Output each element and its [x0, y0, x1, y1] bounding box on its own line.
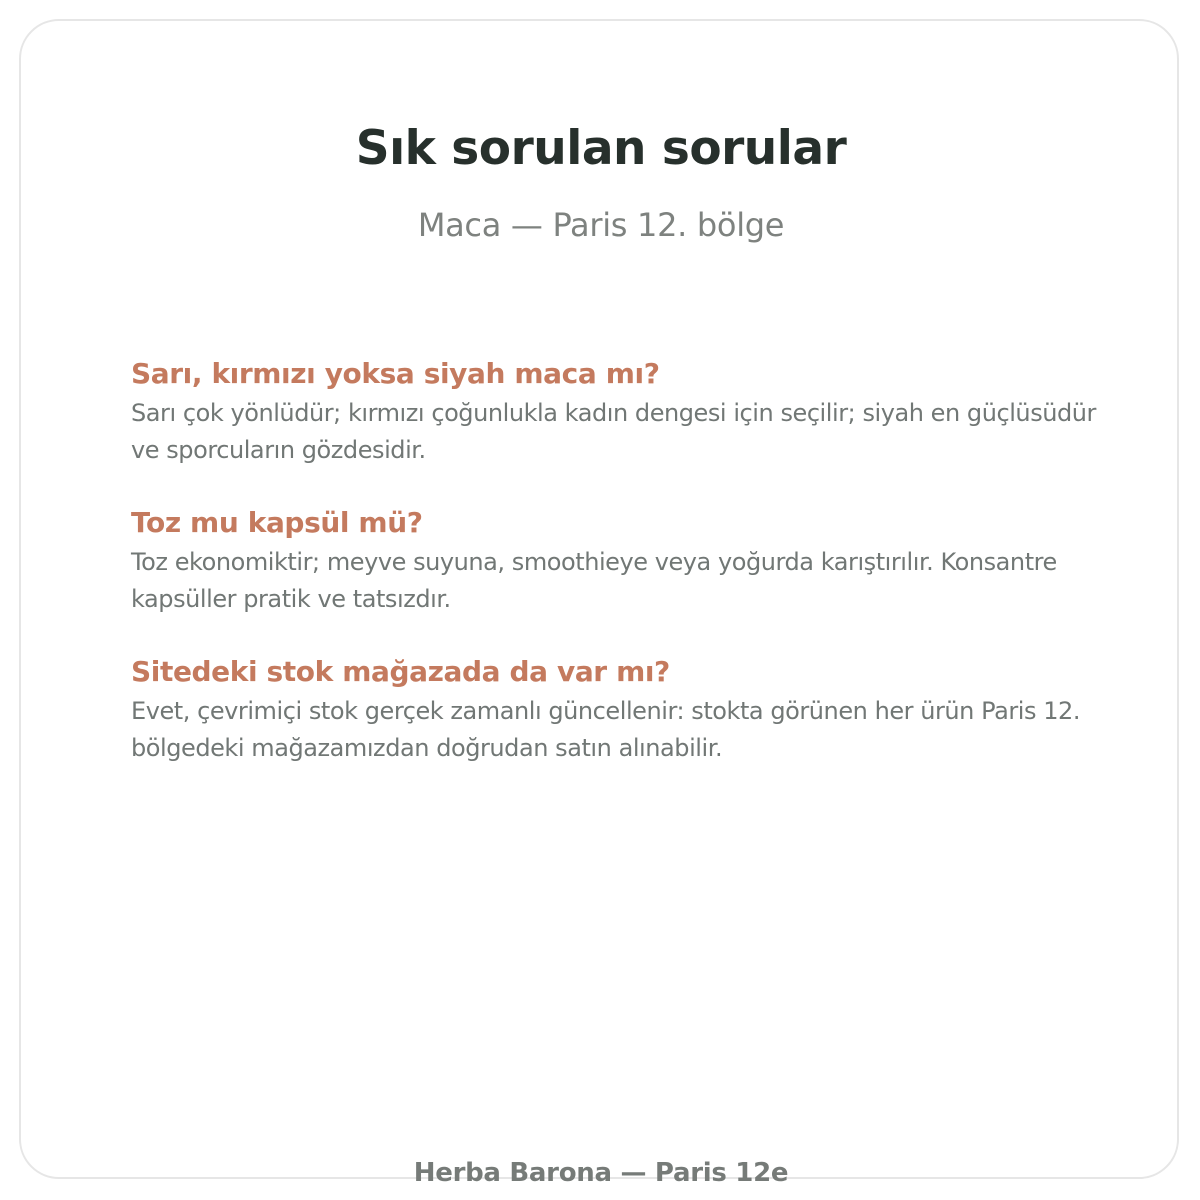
faq-question: Toz mu kapsül mü? — [131, 506, 423, 539]
faq-answer: Toz ekonomiktir; meyve suyuna, smoothieye veya yoğurda karıştırılır. Konsantre kapsüller pratik ve tatsızdır. — [131, 548, 1057, 613]
faq-list — [131, 354, 1121, 801]
faq-question: Sarı, kırmızı yoksa siyah maca mı? — [131, 357, 660, 390]
footer-brand: Herba Barona — Paris 12e — [413, 1158, 789, 1188]
faq-item — [131, 503, 1121, 618]
faq-question: Sitedeki stok mağazada da var mı? — [131, 655, 670, 688]
faq-answer: Evet, çevrimiçi stok gerçek zamanlı güncellenir: stokta görünen her ürün Paris 12. bölgedeki mağazamızdan doğrudan satın alınabilir. — [131, 697, 1081, 762]
faq-item — [131, 354, 1121, 469]
faq-item — [131, 652, 1121, 767]
faq-card — [19, 19, 1179, 1188]
page-title: Sık sorulan sorular — [355, 121, 847, 176]
page-subtitle: Maca — Paris 12. bölge — [417, 206, 785, 244]
faq-answer: Sarı çok yönlüdür; kırmızı çoğunlukla kadın dengesi için seçilir; siyah en güçlüsüdür ve sporcuların gözdesidir. — [131, 399, 1096, 464]
